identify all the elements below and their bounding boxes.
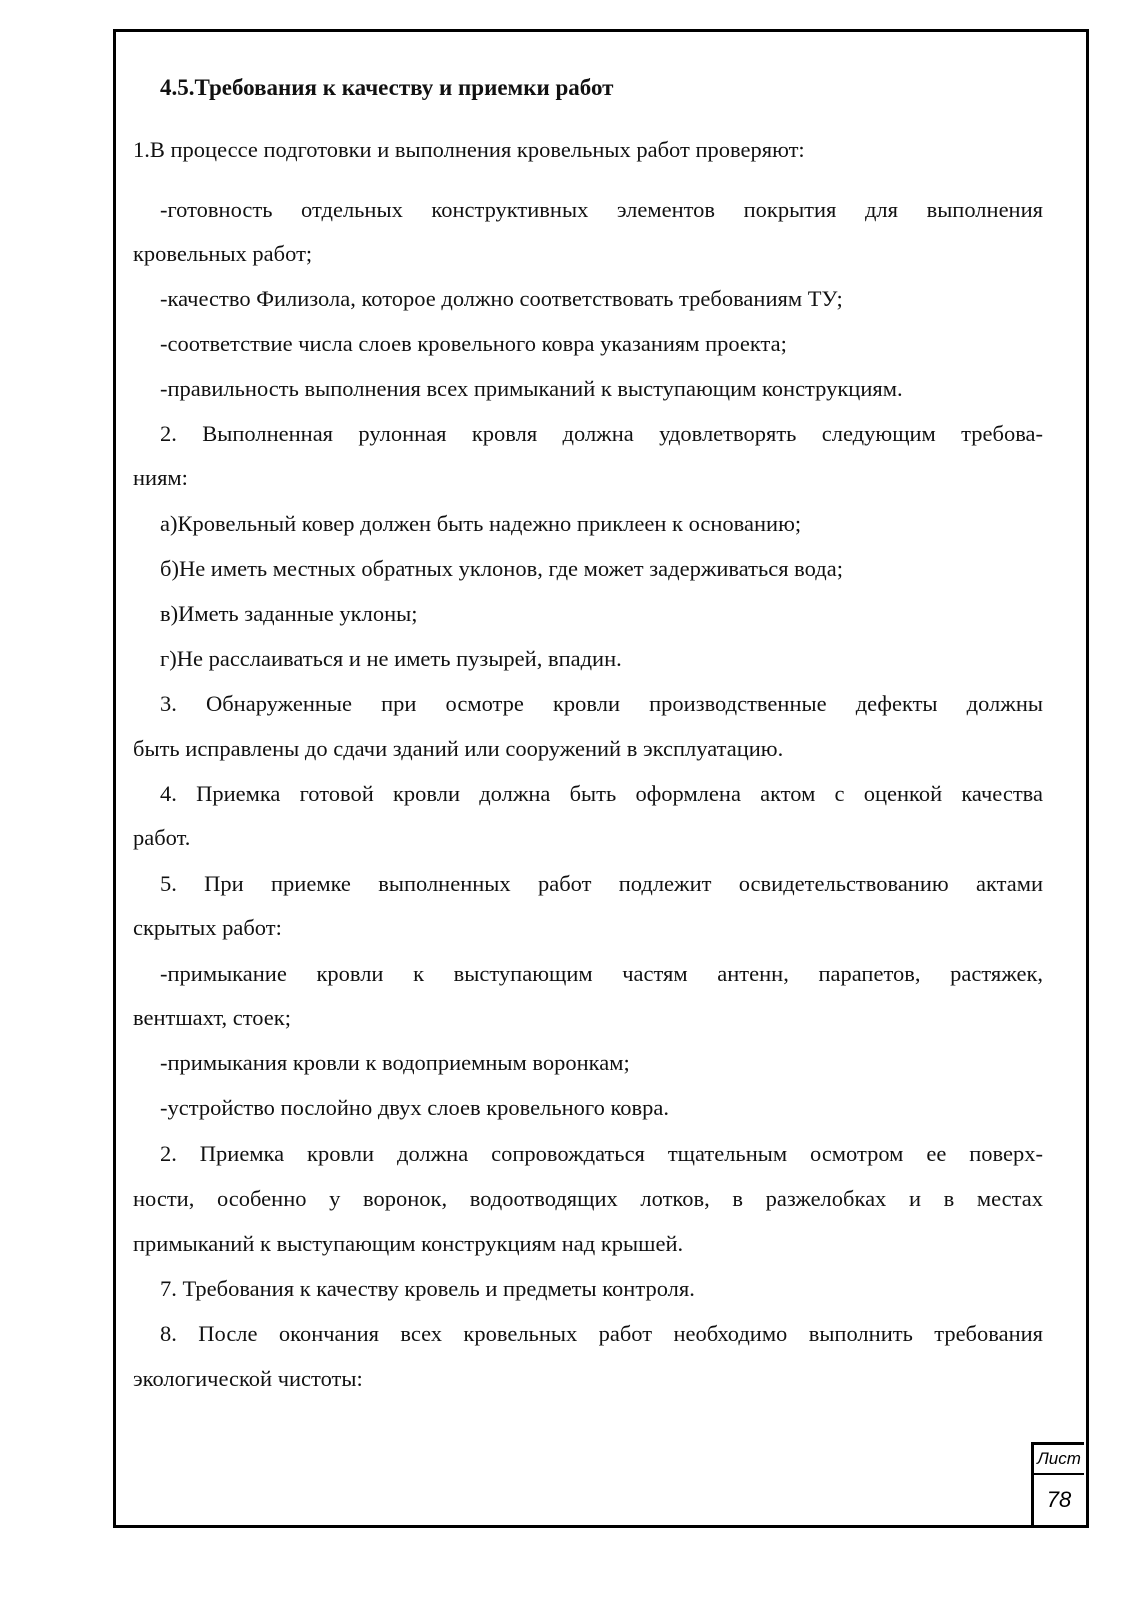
text-line: 4. Приемка готовой кровли должна быть оформлена актом с оценкой качества [160, 781, 1043, 806]
text-line: экологической чистоты: [133, 1366, 363, 1391]
text-line: -соответствие числа слоев кровельного ковра указаниям проекта; [160, 331, 787, 356]
text-line: а)Кровельный ковер должен быть надежно приклеен к основанию; [160, 511, 802, 536]
text-line: 3. Обнаруженные при осмотре кровли производственные дефекты должны [160, 691, 1043, 716]
text-line: в)Иметь заданные уклоны; [160, 601, 418, 626]
text-line: кровельных работ; [133, 241, 313, 266]
sheet-label: Лист [1034, 1445, 1084, 1475]
text-line: -правильность выполнения всех примыканий к выступающим конструкциям. [160, 376, 903, 401]
section-heading: 4.5.Требования к качеству и приемки работ [160, 75, 614, 100]
text-line: б)Не иметь местных обратных уклонов, где может задерживаться вода; [160, 556, 843, 581]
text-line: 2. Выполненная рулонная кровля должна удовлетворять следующим требова- [160, 421, 1043, 446]
text-line: 7. Требования к качеству кровель и предметы контроля. [160, 1276, 695, 1301]
text-line: г)Не расслаиваться и не иметь пузырей, впадин. [160, 646, 622, 671]
text-line: работ. [133, 825, 191, 850]
text-line: -качество Филизола, которое должно соответствовать требованиям ТУ; [160, 286, 843, 311]
text-line: -готовность отдельных конструктивных элементов покрытия для выполнения [160, 197, 1043, 222]
text-line: 2. Приемка кровли должна сопровождаться тщательным осмотром ее поверх- [160, 1141, 1043, 1166]
text-line: -устройство послойно двух слоев кровельного ковра. [160, 1095, 669, 1120]
text-line: примыканий к выступающим конструкциям над крышей. [133, 1231, 684, 1256]
text-line: быть исправлены до сдачи зданий или сооружений в эксплуатацию. [133, 736, 784, 761]
text-line: вентшахт, стоек; [133, 1005, 291, 1030]
text-line: ниям: [133, 465, 188, 490]
text-line: 8. После окончания всех кровельных работ необходимо выполнить требования [160, 1321, 1043, 1346]
text-line: 5. При приемке выполненных работ подлежит освидетельствованию актами [160, 871, 1043, 896]
sheet-number: 78 [1046, 1487, 1072, 1512]
sheet-stamp [1031, 1442, 1084, 1525]
text-line: ности, особенно у воронок, водоотводящих лотков, в разжелобках и в местах [133, 1186, 1043, 1211]
text-line: 1.В процессе подготовки и выполнения кровельных работ проверяют: [133, 137, 805, 162]
text-line: -примыкание кровли к выступающим частям антенн, парапетов, растяжек, [160, 961, 1043, 986]
text-line: скрытых работ: [133, 915, 282, 940]
text-line: -примыкания кровли к водоприемным воронкам; [160, 1050, 630, 1075]
